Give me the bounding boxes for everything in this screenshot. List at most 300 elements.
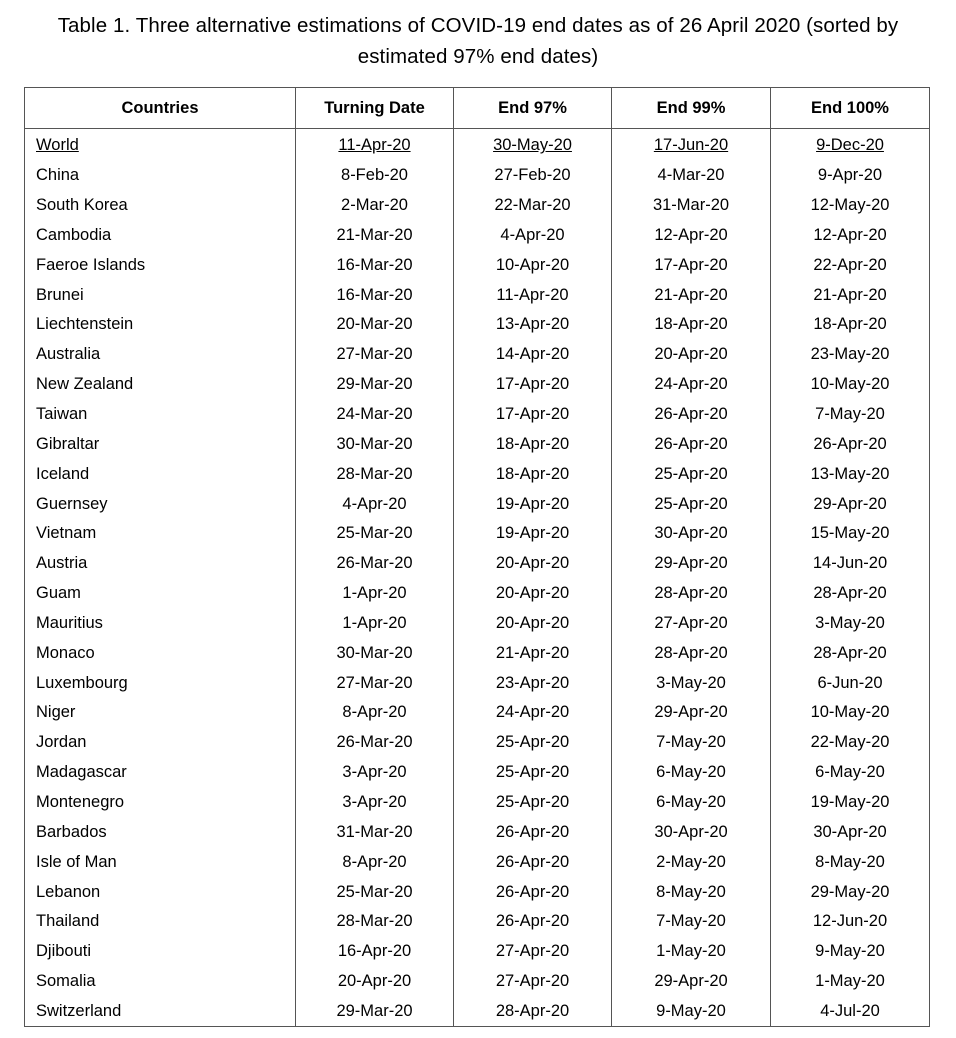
cell-turning-date-text: 26-Mar-20 (336, 554, 413, 573)
cell-end-97-text: 18-Apr-20 (495, 434, 570, 453)
cell-end-99-text: 28-Apr-20 (654, 643, 728, 662)
cell-turning-date (296, 638, 454, 668)
cell-end-100 (771, 519, 930, 549)
cell-end-97-text: 10-Apr-20 (495, 255, 570, 274)
cell-end-100-text: 29-May-20 (810, 882, 890, 901)
cell-end-97 (454, 340, 612, 370)
cell-end-97-text: 23-Apr-20 (495, 673, 570, 692)
cell-end-97 (454, 459, 612, 489)
cell-end-100 (771, 400, 930, 430)
cell-end-97-text: 11-Apr-20 (496, 285, 569, 304)
cell-turning-date (296, 549, 454, 579)
cell-country (25, 429, 296, 459)
cell-turning-date (296, 429, 454, 459)
cell-end-100-text: 9-Dec-20 (816, 136, 884, 155)
cell-end-99-text: 1-May-20 (656, 942, 726, 961)
cell-end-99 (612, 967, 771, 997)
table-row (25, 579, 930, 609)
cell-end-100 (771, 817, 930, 847)
cell-country (25, 129, 296, 161)
cell-end-100 (771, 698, 930, 728)
cell-end-99 (612, 817, 771, 847)
cell-turning-date-text: 21-Mar-20 (336, 225, 413, 244)
cell-country (25, 310, 296, 340)
table-body (25, 129, 930, 1027)
cell-turning-date (296, 310, 454, 340)
cell-end-97 (454, 221, 612, 251)
cell-turning-date (296, 788, 454, 818)
cell-end-99-text: 4-Mar-20 (657, 166, 725, 185)
cell-end-99-text: 7-May-20 (656, 912, 726, 931)
cell-end-99-text: 29-Apr-20 (654, 703, 728, 722)
cell-end-100-text: 6-Jun-20 (817, 673, 883, 692)
cell-turning-date (296, 847, 454, 877)
cell-turning-date-text: 1-Apr-20 (342, 613, 407, 632)
cell-turning-date (296, 250, 454, 280)
table-row (25, 847, 930, 877)
cell-end-99-text: 30-Apr-20 (654, 822, 728, 841)
cell-end-99 (612, 549, 771, 579)
cell-turning-date-text: 8-Apr-20 (342, 852, 407, 871)
cell-end-97 (454, 698, 612, 728)
cell-turning-date-text: 8-Feb-20 (341, 166, 408, 185)
cell-end-100-text: 10-May-20 (810, 375, 890, 394)
cell-end-99 (612, 429, 771, 459)
cell-end-97-text: 20-Apr-20 (495, 584, 570, 603)
table-row (25, 191, 930, 221)
cell-turning-date-text: 28-Mar-20 (336, 912, 413, 931)
cell-country (25, 788, 296, 818)
cell-country (25, 638, 296, 668)
cell-turning-date (296, 609, 454, 639)
cell-turning-date (296, 907, 454, 937)
cell-end-99 (612, 161, 771, 191)
cell-end-100-text: 12-Jun-20 (812, 912, 888, 931)
cell-country-text: New Zealand (36, 375, 134, 394)
cell-end-100 (771, 549, 930, 579)
cell-end-100 (771, 459, 930, 489)
column-header-end-99: End 99% (612, 88, 771, 129)
cell-end-97-text: 4-Apr-20 (500, 225, 565, 244)
cell-end-100 (771, 221, 930, 251)
cell-turning-date-text: 31-Mar-20 (336, 822, 413, 841)
cell-end-100-text: 1-May-20 (815, 972, 885, 991)
cell-end-100 (771, 250, 930, 280)
cell-end-97-text: 27-Feb-20 (494, 166, 571, 185)
cell-turning-date (296, 161, 454, 191)
cell-end-100 (771, 579, 930, 609)
cell-end-97 (454, 280, 612, 310)
cell-end-99 (612, 310, 771, 340)
cell-country (25, 609, 296, 639)
table-row (25, 489, 930, 519)
cell-turning-date-text: 30-Mar-20 (336, 434, 413, 453)
cell-turning-date-text: 25-Mar-20 (336, 524, 413, 543)
table-row (25, 340, 930, 370)
cell-turning-date (296, 280, 454, 310)
cell-end-99-text: 17-Apr-20 (654, 255, 728, 274)
cell-end-97-text: 24-Apr-20 (495, 703, 570, 722)
cell-end-97-text: 20-Apr-20 (495, 613, 570, 632)
cell-country (25, 996, 296, 1026)
cell-country (25, 728, 296, 758)
cell-country (25, 250, 296, 280)
cell-end-99-text: 8-May-20 (656, 882, 726, 901)
cell-end-97 (454, 847, 612, 877)
table-row (25, 817, 930, 847)
cell-turning-date-text: 30-Mar-20 (336, 643, 413, 662)
cell-country-text: Niger (36, 703, 76, 722)
cell-end-100 (771, 609, 930, 639)
cell-end-99-text: 25-Apr-20 (654, 494, 728, 513)
cell-end-97 (454, 310, 612, 340)
cell-end-100 (771, 877, 930, 907)
cell-country-text: Vietnam (36, 524, 97, 543)
cell-end-97-text: 19-Apr-20 (495, 494, 570, 513)
cell-country-text: Djibouti (36, 942, 92, 961)
cell-end-100-text: 19-May-20 (810, 792, 890, 811)
cell-turning-date-text: 4-Apr-20 (342, 494, 407, 513)
cell-end-99 (612, 847, 771, 877)
cell-end-100-text: 22-Apr-20 (813, 255, 887, 274)
table-row (25, 638, 930, 668)
cell-end-97 (454, 549, 612, 579)
cell-turning-date (296, 221, 454, 251)
cell-country (25, 370, 296, 400)
cell-country (25, 459, 296, 489)
cell-end-97-text: 25-Apr-20 (495, 733, 570, 752)
table-row (25, 519, 930, 549)
cell-country-text: Montenegro (36, 792, 125, 811)
cell-country (25, 579, 296, 609)
cell-country-text: South Korea (36, 196, 128, 215)
cell-end-97 (454, 638, 612, 668)
cell-end-99-text: 3-May-20 (656, 673, 726, 692)
cell-end-97-text: 25-Apr-20 (495, 792, 570, 811)
cell-end-99-text: 12-Apr-20 (654, 225, 728, 244)
cell-country-text: Guam (36, 584, 81, 603)
cell-end-100-text: 9-Apr-20 (817, 166, 883, 185)
cell-country-text: Thailand (36, 912, 100, 931)
cell-end-97-text: 26-Apr-20 (495, 882, 570, 901)
cell-country-text: Austria (36, 554, 88, 573)
cell-country (25, 489, 296, 519)
cell-country (25, 967, 296, 997)
table-row (25, 459, 930, 489)
cell-country-text: Barbados (36, 822, 107, 841)
cell-end-99 (612, 370, 771, 400)
cell-end-97 (454, 129, 612, 161)
cell-end-100-text: 22-May-20 (810, 733, 890, 752)
cell-turning-date (296, 340, 454, 370)
cell-turning-date (296, 191, 454, 221)
table-row (25, 429, 930, 459)
cell-country (25, 907, 296, 937)
cell-end-97-text: 25-Apr-20 (495, 763, 570, 782)
cell-end-100 (771, 161, 930, 191)
cell-end-100 (771, 937, 930, 967)
cell-turning-date-text: 1-Apr-20 (342, 584, 407, 603)
cell-end-97-text: 13-Apr-20 (495, 315, 570, 334)
cell-end-100 (771, 340, 930, 370)
cell-end-100 (771, 370, 930, 400)
cell-turning-date (296, 579, 454, 609)
cell-end-100-text: 4-Jul-20 (820, 1001, 880, 1020)
cell-end-97-text: 21-Apr-20 (495, 643, 570, 662)
cell-turning-date-text: 16-Mar-20 (336, 285, 413, 304)
cell-country-text: Monaco (36, 643, 95, 662)
cell-turning-date (296, 370, 454, 400)
cell-end-97-text: 20-Apr-20 (495, 554, 570, 573)
cell-country-text: Faeroe Islands (36, 255, 146, 274)
cell-end-100-text: 30-Apr-20 (813, 822, 887, 841)
table-row (25, 907, 930, 937)
cell-country (25, 161, 296, 191)
table-caption (0, 10, 956, 72)
cell-end-99 (612, 400, 771, 430)
table-row (25, 937, 930, 967)
cell-end-97-text: 17-Apr-20 (495, 405, 570, 424)
cell-end-100 (771, 728, 930, 758)
cell-end-97 (454, 250, 612, 280)
table-row (25, 668, 930, 698)
column-header-turning-date: Turning Date (296, 88, 454, 129)
cell-end-99-text: 18-Apr-20 (654, 315, 728, 334)
cell-end-97 (454, 489, 612, 519)
cell-country-text: China (36, 166, 80, 185)
cell-end-99-text: 7-May-20 (656, 733, 726, 752)
table-row (25, 967, 930, 997)
cell-end-100-text: 28-Apr-20 (813, 584, 887, 603)
cell-end-99-text: 20-Apr-20 (654, 345, 728, 364)
cell-end-99 (612, 340, 771, 370)
cell-end-99 (612, 996, 771, 1026)
cell-end-99-text: 31-Mar-20 (652, 196, 730, 215)
table-row (25, 250, 930, 280)
cell-turning-date-text: 26-Mar-20 (336, 733, 413, 752)
cell-turning-date-text: 16-Apr-20 (337, 942, 412, 961)
cell-end-100-text: 14-Jun-20 (812, 554, 888, 573)
cell-end-100-text: 29-Apr-20 (813, 494, 887, 513)
cell-end-100 (771, 847, 930, 877)
cell-turning-date (296, 996, 454, 1026)
cell-end-100 (771, 191, 930, 221)
cell-end-100 (771, 996, 930, 1026)
cell-end-97 (454, 728, 612, 758)
cell-end-99-text: 27-Apr-20 (654, 613, 728, 632)
cell-end-97 (454, 758, 612, 788)
table-row (25, 129, 930, 161)
cell-end-97-text: 22-Mar-20 (494, 196, 571, 215)
cell-end-100-text: 21-Apr-20 (813, 285, 887, 304)
cell-end-97-text: 18-Apr-20 (495, 464, 570, 483)
table-row (25, 758, 930, 788)
cell-end-99 (612, 698, 771, 728)
cell-end-100 (771, 638, 930, 668)
cell-end-100-text: 15-May-20 (810, 524, 890, 543)
cell-turning-date (296, 877, 454, 907)
cell-end-97 (454, 400, 612, 430)
cell-end-100-text: 10-May-20 (810, 703, 890, 722)
cell-end-100 (771, 758, 930, 788)
cell-end-99-text: 2-May-20 (656, 852, 726, 871)
cell-end-100-text: 13-May-20 (810, 464, 890, 483)
cell-country-text: Madagascar (36, 763, 127, 782)
cell-country (25, 191, 296, 221)
cell-end-100-text: 12-Apr-20 (813, 225, 887, 244)
cell-end-99 (612, 609, 771, 639)
cell-country (25, 280, 296, 310)
cell-turning-date-text: 3-Apr-20 (342, 763, 407, 782)
cell-end-100 (771, 129, 930, 161)
cell-turning-date-text: 27-Mar-20 (336, 345, 413, 364)
cell-end-100 (771, 967, 930, 997)
cell-end-97 (454, 996, 612, 1026)
cell-turning-date (296, 758, 454, 788)
cell-end-99-text: 6-May-20 (656, 792, 726, 811)
cell-end-99 (612, 728, 771, 758)
cell-end-97 (454, 609, 612, 639)
cell-turning-date (296, 400, 454, 430)
cell-turning-date (296, 519, 454, 549)
cell-end-97-text: 26-Apr-20 (495, 912, 570, 931)
cell-turning-date-text: 20-Apr-20 (337, 972, 412, 991)
cell-turning-date-text: 3-Apr-20 (342, 792, 407, 811)
cell-country-text: Gibraltar (36, 434, 100, 453)
cell-end-99-text: 26-Apr-20 (654, 405, 728, 424)
cell-end-100-text: 3-May-20 (815, 613, 885, 632)
cell-turning-date-text: 27-Mar-20 (336, 673, 413, 692)
cell-end-100-text: 28-Apr-20 (813, 643, 887, 662)
cell-country-text: Jordan (36, 733, 87, 752)
cell-end-100-text: 8-May-20 (815, 852, 885, 871)
cell-end-99 (612, 877, 771, 907)
cell-country-text: Mauritius (36, 613, 103, 632)
cell-end-100 (771, 280, 930, 310)
cell-turning-date-text: 8-Apr-20 (342, 703, 407, 722)
cell-end-100-text: 7-May-20 (815, 405, 885, 424)
cell-end-100-text: 26-Apr-20 (813, 434, 887, 453)
cell-country (25, 698, 296, 728)
table-row (25, 400, 930, 430)
cell-end-97 (454, 788, 612, 818)
cell-end-99 (612, 129, 771, 161)
cell-end-97-text: 14-Apr-20 (495, 345, 570, 364)
cell-turning-date-text: 2-Mar-20 (341, 196, 408, 215)
cell-end-100-text: 9-May-20 (815, 942, 885, 961)
cell-end-97-text: 26-Apr-20 (495, 822, 570, 841)
cell-end-100 (771, 907, 930, 937)
table-row (25, 788, 930, 818)
cell-end-99-text: 29-Apr-20 (654, 972, 728, 991)
cell-end-99-text: 25-Apr-20 (654, 464, 728, 483)
cell-end-100 (771, 489, 930, 519)
cell-end-97 (454, 907, 612, 937)
cell-country-text: Brunei (36, 285, 84, 304)
cell-end-97-text: 27-Apr-20 (495, 942, 570, 961)
cell-country (25, 877, 296, 907)
cell-end-99 (612, 489, 771, 519)
cell-end-99 (612, 907, 771, 937)
cell-end-97-text: 19-Apr-20 (495, 524, 570, 543)
cell-country-text: Taiwan (36, 405, 88, 424)
cell-end-99 (612, 221, 771, 251)
cell-country-text: Somalia (36, 972, 96, 991)
cell-country-text: Luxembourg (36, 673, 128, 692)
cell-country (25, 937, 296, 967)
cell-end-100-text: 6-May-20 (815, 763, 885, 782)
cell-end-97-text: 26-Apr-20 (495, 852, 570, 871)
cell-turning-date (296, 698, 454, 728)
cell-country-text: Switzerland (36, 1001, 122, 1020)
table-row (25, 370, 930, 400)
covid-end-dates-table (24, 87, 930, 1027)
table-row (25, 728, 930, 758)
cell-country (25, 221, 296, 251)
cell-end-100-text: 12-May-20 (810, 196, 890, 215)
cell-end-99 (612, 191, 771, 221)
cell-end-99-text: 24-Apr-20 (654, 375, 728, 394)
cell-country-text: World (36, 136, 79, 155)
cell-end-99-text: 28-Apr-20 (654, 584, 728, 603)
table-row (25, 996, 930, 1026)
cell-end-97 (454, 817, 612, 847)
cell-country-text: Cambodia (36, 225, 112, 244)
cell-turning-date-text: 29-Mar-20 (336, 1001, 413, 1020)
cell-end-99 (612, 758, 771, 788)
cell-end-99 (612, 579, 771, 609)
cell-country-text: Guernsey (36, 494, 108, 513)
table-row (25, 221, 930, 251)
cell-end-97 (454, 668, 612, 698)
cell-end-100 (771, 310, 930, 340)
caption-line-2: estimated 97% end dates) (357, 45, 599, 68)
cell-end-97 (454, 877, 612, 907)
cell-end-99 (612, 937, 771, 967)
caption-line-1: Table 1. Three alternative estimations of COVID-19 end dates as of 26 April 2020 (sorted by (57, 14, 899, 37)
cell-turning-date (296, 668, 454, 698)
cell-country (25, 549, 296, 579)
column-header-end-100: End 100% (771, 88, 930, 129)
cell-turning-date-text: 25-Mar-20 (336, 882, 413, 901)
cell-country-text: Iceland (36, 464, 90, 483)
cell-end-97-text: 28-Apr-20 (495, 1001, 570, 1020)
cell-end-100 (771, 788, 930, 818)
cell-country (25, 847, 296, 877)
cell-end-99-text: 17-Jun-20 (653, 136, 729, 155)
cell-end-97 (454, 370, 612, 400)
cell-country-text: Lebanon (36, 882, 101, 901)
cell-country-text: Isle of Man (36, 852, 117, 871)
cell-turning-date (296, 459, 454, 489)
cell-end-99 (612, 519, 771, 549)
table-row (25, 161, 930, 191)
cell-turning-date (296, 967, 454, 997)
cell-end-97 (454, 579, 612, 609)
table-row (25, 877, 930, 907)
cell-turning-date (296, 817, 454, 847)
cell-country-text: Australia (36, 345, 101, 364)
table-row (25, 698, 930, 728)
cell-turning-date-text: 11-Apr-20 (338, 136, 411, 155)
cell-end-99-text: 30-Apr-20 (654, 524, 728, 543)
cell-end-99 (612, 668, 771, 698)
cell-country (25, 340, 296, 370)
cell-turning-date-text: 16-Mar-20 (336, 255, 413, 274)
cell-end-99 (612, 250, 771, 280)
cell-country (25, 668, 296, 698)
cell-end-99 (612, 459, 771, 489)
